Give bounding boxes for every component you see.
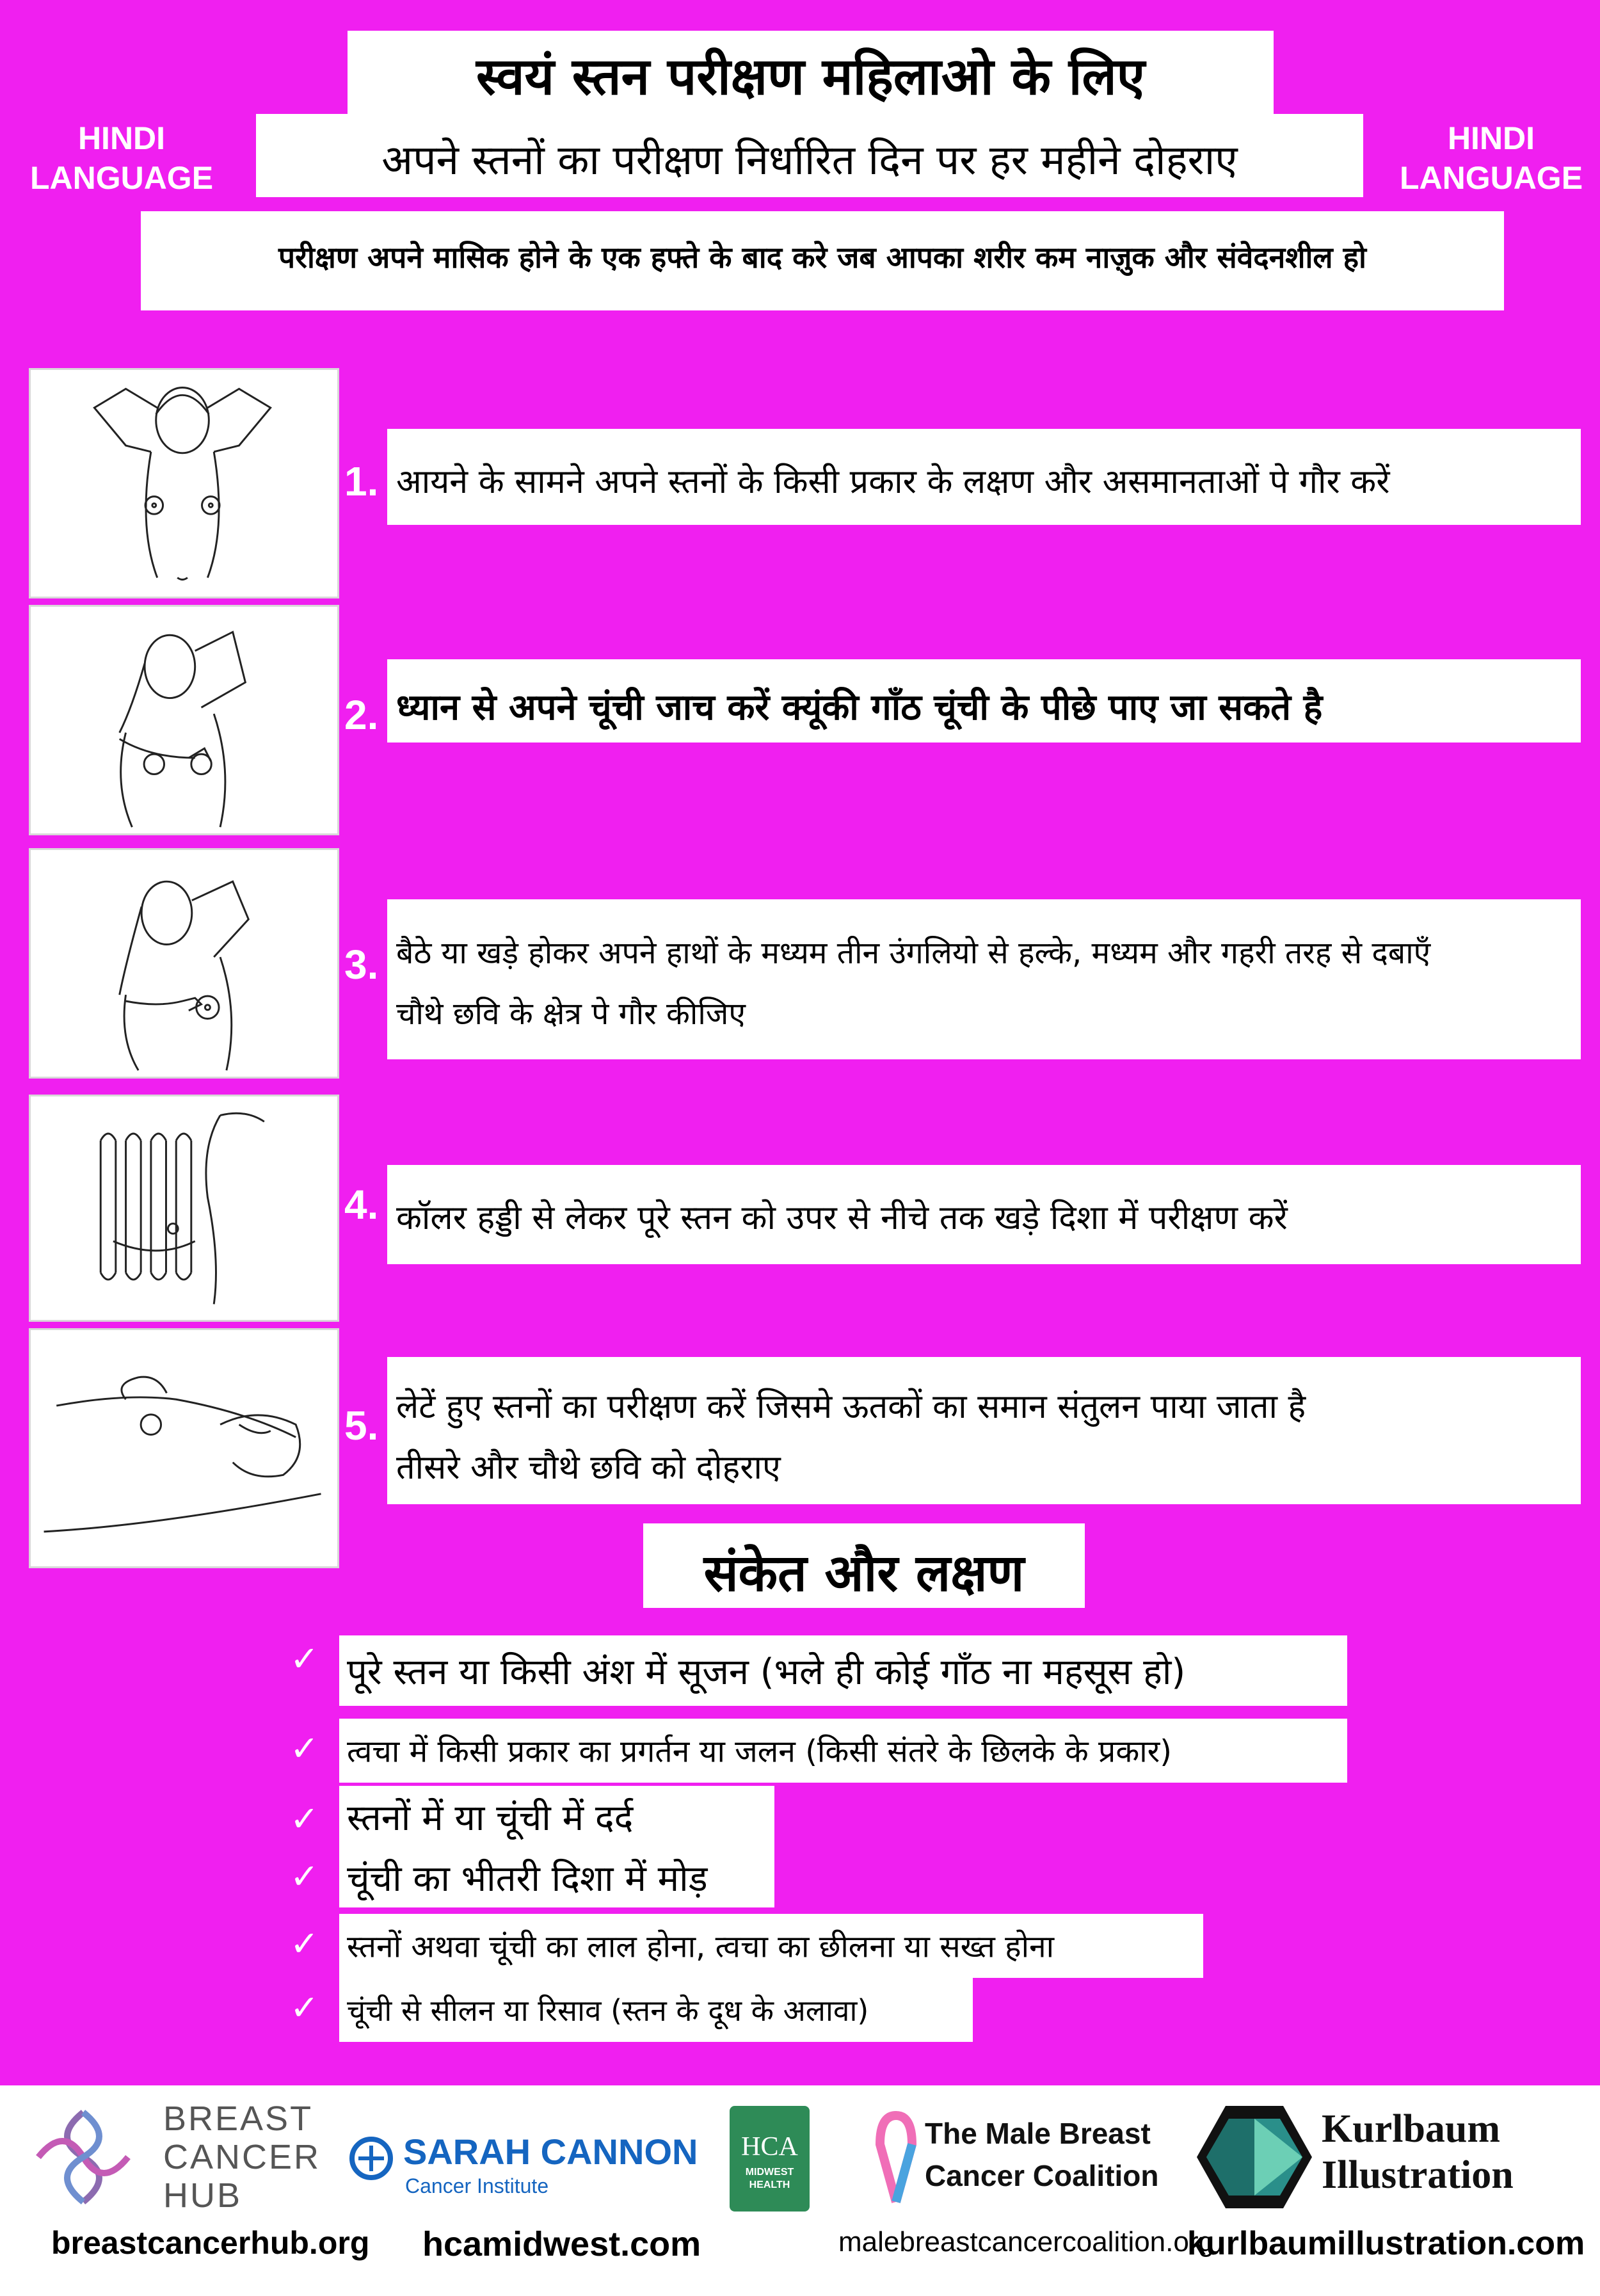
vertical-strip-pattern-icon (31, 1096, 337, 1320)
checkmark-icon: ✓ (290, 1856, 319, 1897)
kurlbaum-logo (1194, 2099, 1590, 2215)
breast-cancer-hub-logo (26, 2099, 346, 2215)
symptom-item (339, 1719, 1347, 1783)
step1-illustration (29, 368, 339, 598)
woman-three-finger-press-icon (31, 850, 337, 1077)
sarah-cannon-name: SARAH CANNON (403, 2131, 698, 2172)
kurlbaum-line2: Illustration (1322, 2153, 1514, 2197)
checkmark-icon: ✓ (290, 1639, 319, 1679)
woman-lying-down-icon (31, 1330, 337, 1566)
male-breast-cancer-coalition-logo (870, 2106, 1178, 2208)
step5-number: 5. (344, 1402, 379, 1449)
step3-illustration (29, 848, 339, 1079)
language-tag-right-line1: HINDI (1447, 120, 1535, 156)
step3-text-line1: बैठे या खड़े होकर अपने हाथों के मध्यम तीन उंगलियो से हल्के, मध्यम और गहरी तरह से दबाएँ (396, 935, 1431, 971)
page-subtitle: अपने स्तनों का परीक्षण निर्धारित दिन पर हर महीने दोहराए (381, 137, 1238, 184)
symptom-text: पूरे स्तन या किसी अंश में सूजन (भले ही कोई गाँठ ना महसूस हो) (347, 1651, 1186, 1693)
language-tag-left-line1: HINDI (77, 120, 166, 156)
symptom-item (339, 1914, 1203, 1978)
symptoms-heading-box (643, 1523, 1085, 1608)
symptom-item (339, 1978, 973, 2042)
language-tag-right-line2: LANGUAGE (1399, 160, 1583, 196)
ribbon-knot-icon (26, 2099, 141, 2215)
bch-line1: BREAST (163, 2099, 314, 2138)
step3-text-box (387, 899, 1581, 1059)
page-title: स्वयं स्तन परीक्षण महिलाओ के लिए (476, 47, 1145, 106)
bch-url[interactable]: breastcancerhub.org (51, 2225, 370, 2261)
step1-text: आयने के सामने अपने स्तनों के किसी प्रकार के लक्षण और असमानताओं पे गौर करें (396, 463, 1390, 501)
checkmark-icon: ✓ (290, 1799, 319, 1839)
symptom-text: चूंची से सीलन या रिसाव (स्तन के दूध के अलावा) (347, 1993, 869, 2028)
step4-text: कॉलर हड्डी से लेकर पूरे स्तन को उपर से नीचे तक खड़े दिशा में परीक्षण करें (396, 1199, 1288, 1237)
hexagon-icon (1194, 2099, 1315, 2215)
symptom-text: स्तनों अथवा चूंची का लाल होना, त्वचा का छीलना या सख्त होना (347, 1929, 1055, 1965)
symptom-item (339, 1786, 774, 1847)
kurlbaum-url[interactable]: kurlbaumillustration.com (1187, 2225, 1585, 2262)
bch-line2: CANCER (163, 2138, 321, 2176)
language-tag-left (19, 118, 224, 198)
sarah-cannon-logo (349, 2128, 698, 2218)
timing-note-box (141, 211, 1504, 310)
step4-text-box (387, 1165, 1581, 1264)
step5-text-line1: लेटें हुए स्तनों का परीक्षण करें जिसमे ऊतकों का समान संतुलन पाया जाता है (396, 1388, 1306, 1426)
symptom-text: स्तनों में या चूंची में दर्द (347, 1797, 634, 1839)
hca-line1: HCA (741, 2132, 798, 2162)
symptom-item (339, 1847, 774, 1907)
mbcc-line2: Cancer Coalition (925, 2159, 1159, 2192)
step2-text: ध्यान से अपने चूंची जाच करें क्यूंकी गाँठ चूंची के पीछे पाए जा सकते है (396, 687, 1323, 728)
title-banner (348, 31, 1274, 114)
hca-line2: MIDWEST (745, 2167, 794, 2178)
symptom-text: चूंची का भीतरी दिशा में मोड़ (347, 1858, 708, 1900)
hca-line3: HEALTH (749, 2180, 790, 2190)
woman-nipple-check-icon (31, 607, 337, 833)
step2-number: 2. (344, 692, 379, 738)
checkmark-icon: ✓ (290, 1923, 319, 1964)
step2-text-box (387, 659, 1581, 743)
mbcc-line1: The Male Breast (925, 2117, 1151, 2150)
step5-text-line2: तीसरे और चौथे छवि को दोहराए (396, 1449, 781, 1487)
hca-logo (730, 2106, 810, 2212)
bch-line3: HUB (163, 2176, 243, 2215)
step1-number: 1. (344, 458, 379, 504)
language-tag-right (1389, 118, 1594, 198)
awareness-ribbon-icon (870, 2106, 922, 2208)
kurlbaum-line1: Kurlbaum (1322, 2107, 1501, 2151)
step4-number: 4. (344, 1182, 379, 1228)
subtitle-banner (256, 114, 1363, 197)
symptoms-heading: संकेत और लक्षण (703, 1543, 1025, 1603)
woman-arms-raised-icon (31, 370, 337, 597)
step1-text-box (387, 429, 1581, 525)
checkmark-icon: ✓ (290, 1987, 319, 2028)
language-tag-left-line2: LANGUAGE (29, 160, 214, 196)
symptom-text: त्वचा में किसी प्रकार का प्रगर्तन या जलन (किसी संतरे के छिलके के प्रकार) (347, 1733, 1172, 1770)
sarah-cannon-icon (349, 2136, 394, 2181)
step4-illustration (29, 1095, 339, 1322)
step5-text-box (387, 1357, 1581, 1504)
step3-text-line2: चौथे छवि के क्षेत्र पे गौर कीजिए (396, 996, 746, 1032)
symptom-item (339, 1635, 1347, 1706)
sarah-cannon-sub: Cancer Institute (405, 2174, 549, 2197)
checkmark-icon: ✓ (290, 1728, 319, 1769)
step2-illustration (29, 605, 339, 835)
mbcc-url[interactable]: malebreastcancercoalition.org (838, 2226, 1214, 2258)
timing-note: परीक्षण अपने मासिक होने के एक हफ्ते के बाद करे जब आपका शरीर कम नाज़ुक और संवेदनशील हो (278, 240, 1366, 275)
step3-number: 3. (344, 942, 379, 988)
step5-illustration (29, 1328, 339, 1568)
hca-url[interactable]: hcamidwest.com (422, 2225, 701, 2263)
